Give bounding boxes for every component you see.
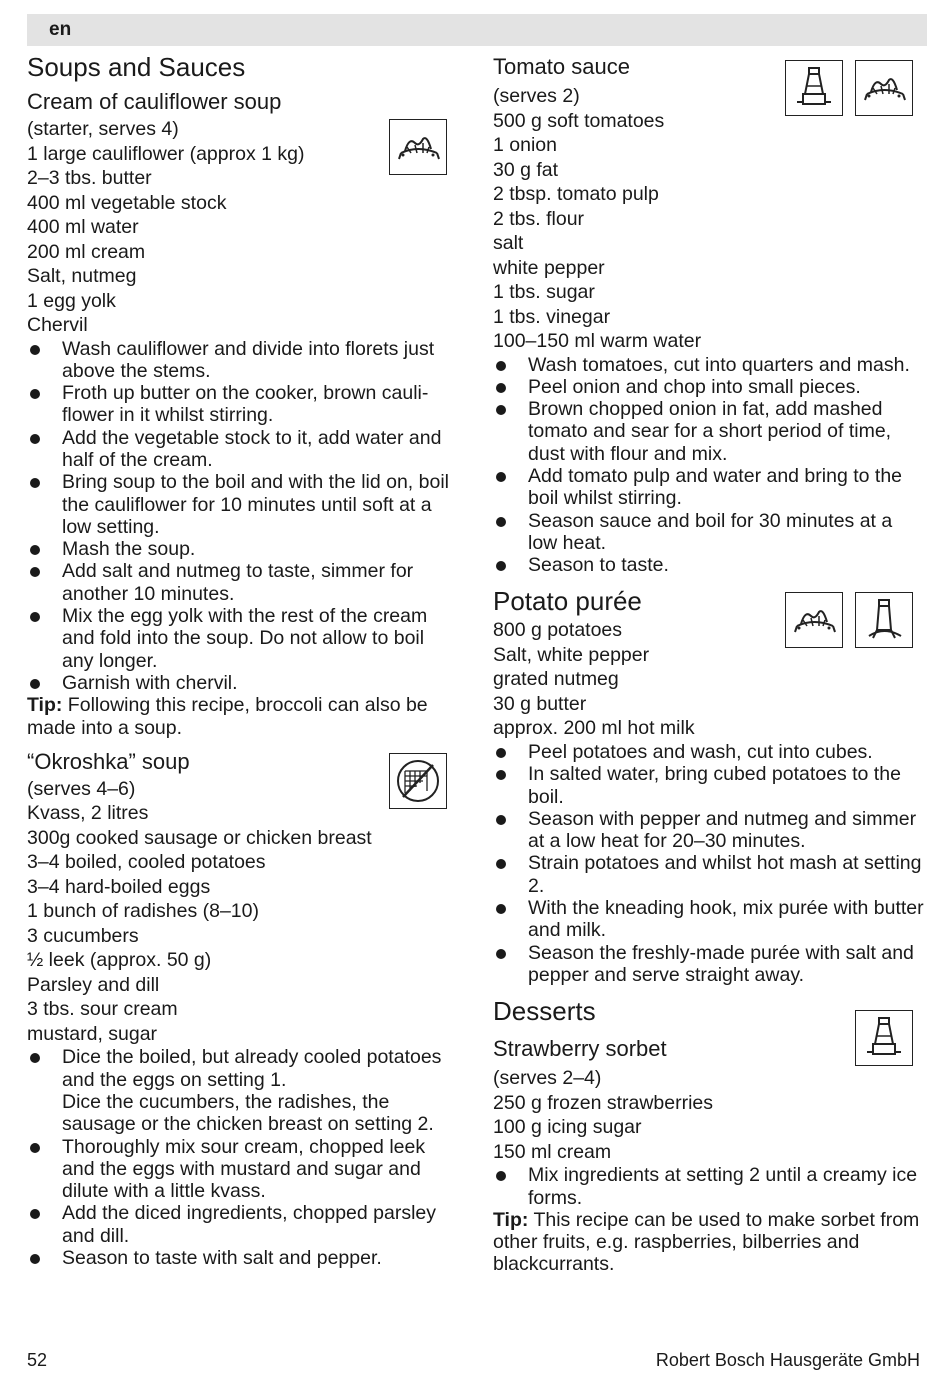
recipe-sorbet bbox=[493, 1032, 925, 1275]
step: Add salt and nutmeg to taste, simmer for another 10 minutes. bbox=[27, 560, 459, 605]
ingredient: (starter, serves 4) bbox=[27, 118, 179, 140]
ingredient: 150 ml cream bbox=[493, 1140, 612, 1163]
recipe-title: Potato purée bbox=[493, 586, 642, 617]
ingredient: mustard, sugar bbox=[27, 1022, 158, 1045]
step-list bbox=[493, 1164, 925, 1209]
ingredient: 800 g potatoes bbox=[493, 619, 623, 642]
ingredient: Salt, white pepper bbox=[493, 643, 650, 666]
footer-company: Robert Bosch Hausgeräte GmbH bbox=[655, 1350, 920, 1370]
ingredient: 1 tbs. sugar bbox=[493, 281, 595, 303]
recipe-title: Tomato sauce bbox=[493, 54, 630, 79]
step: Brown chopped onion in fat, add mashed tomato and sear for a short period of time, dust with flour and mix. bbox=[493, 398, 925, 465]
step: Add tomato pulp and water and bring to the boil whilst stirring. bbox=[493, 465, 925, 510]
ingredient: 3 tbs. sour cream bbox=[27, 998, 178, 1021]
step: Peel onion and chop into small pieces. bbox=[493, 376, 925, 398]
recipe-tomato bbox=[493, 50, 925, 576]
ingredient: (serves 4–6) bbox=[27, 777, 136, 800]
step-list bbox=[27, 1046, 459, 1269]
whisk-icon bbox=[389, 119, 447, 175]
kneading-hook-icon bbox=[855, 592, 913, 648]
step-text: Dice the cucumbers, the radishes, the sausage or the chicken breast on setting 2. bbox=[62, 1090, 434, 1136]
recipe-title: Strawberry sorbet bbox=[493, 1036, 667, 1062]
tip-label: Tip: bbox=[493, 1208, 529, 1231]
dicer-icon bbox=[389, 753, 447, 809]
ingredient-list bbox=[27, 777, 459, 1047]
recipe-potato bbox=[493, 584, 925, 986]
ingredient: white pepper bbox=[493, 256, 605, 279]
step-list bbox=[27, 338, 459, 695]
blender-icon bbox=[855, 1010, 913, 1066]
ingredient: 200 ml cream bbox=[27, 240, 146, 263]
step: Mix ingredients at setting 2 until a creamy ice forms. bbox=[493, 1164, 925, 1209]
step-list bbox=[493, 354, 925, 577]
ingredient: 1 tbs. vinegar bbox=[493, 305, 611, 328]
ingredient: 1 egg yolk bbox=[27, 289, 116, 312]
step bbox=[27, 1046, 459, 1135]
recipe-cauliflower bbox=[27, 87, 459, 739]
ingredient: 30 g butter bbox=[493, 692, 587, 715]
step: With the kneading hook, mix purée with butter and milk. bbox=[493, 897, 925, 942]
whisk-icon bbox=[785, 592, 843, 648]
step: Wash tomatoes, cut into quarters and mash. bbox=[493, 354, 925, 376]
step: Add the vegetable stock to it, add water and half of the cream. bbox=[27, 427, 459, 472]
language-code: en bbox=[49, 19, 72, 40]
ingredient: (serves 2) bbox=[493, 85, 580, 107]
blender-icon bbox=[785, 60, 843, 116]
tip bbox=[493, 1209, 925, 1276]
step: Thoroughly mix sour cream, chopped leek and the eggs with mustard and sugar and dilute with a little kvass. bbox=[27, 1136, 459, 1203]
ingredient: 500 g soft tomatoes bbox=[493, 109, 665, 132]
ingredient: 30 g fat bbox=[493, 158, 559, 181]
ingredient: 1 bunch of radishes (8–10) bbox=[27, 900, 259, 923]
ingredient: approx. 200 ml hot milk bbox=[493, 717, 695, 740]
tip-text: Following this recipe, broccoli can also be made into a soup. bbox=[27, 694, 428, 739]
tip-text: This recipe can be used to make sorbet from other fruits, e.g. raspberries, bilberries and blackcurrants. bbox=[493, 1208, 920, 1276]
ingredient: 2–3 tbs. butter bbox=[27, 167, 152, 189]
ingredient: 3–4 hard-boiled eggs bbox=[27, 875, 211, 898]
ingredient: grated nutmeg bbox=[493, 668, 619, 691]
step: Season to taste with salt and pepper. bbox=[27, 1247, 459, 1269]
ingredient: salt bbox=[493, 232, 524, 254]
ingredient: 400 ml vegetable stock bbox=[27, 191, 227, 214]
step: In salted water, bring cubed potatoes to the boil. bbox=[493, 763, 925, 808]
ingredient: (serves 2–4) bbox=[493, 1067, 602, 1090]
ingredient: 3–4 boiled, cooled potatoes bbox=[27, 851, 266, 874]
step: Froth up butter on the cooker, brown cauli-flower in it whilst stirring. bbox=[27, 382, 459, 427]
recipe-okroshka bbox=[27, 747, 459, 1269]
step: Garnish with chervil. bbox=[27, 672, 459, 694]
recipe-title: “Okroshka” soup bbox=[27, 748, 190, 774]
step: Peel potatoes and wash, cut into cubes. bbox=[493, 741, 925, 763]
tip bbox=[27, 694, 459, 739]
step: Season the freshly-made purée with salt and pepper and serve straight away. bbox=[493, 942, 925, 987]
ingredient: 3 cucumbers bbox=[27, 924, 139, 947]
step: Wash cauliflower and divide into florets just above the stems. bbox=[27, 338, 459, 383]
ingredient: 300g cooked sausage or chicken breast bbox=[27, 826, 372, 849]
ingredient: Parsley and dill bbox=[27, 973, 160, 996]
ingredient: Kvass, 2 litres bbox=[27, 802, 149, 825]
language-bar bbox=[27, 14, 927, 46]
tip-label: Tip: bbox=[27, 694, 63, 717]
step: Season sauce and boil for 30 minutes at a low heat. bbox=[493, 510, 925, 555]
step: Strain potatoes and whilst hot mash at setting 2. bbox=[493, 852, 925, 897]
ingredient: ½ leek (approx. 50 g) bbox=[27, 949, 212, 972]
section-title-desserts: Desserts bbox=[493, 996, 596, 1027]
step: Bring soup to the boil and with the lid on, boil the cauliflower for 10 minutes until soft at a low setting. bbox=[27, 471, 459, 538]
section-title-soups: Soups and Sauces bbox=[27, 52, 246, 82]
step: Mix the egg yolk with the rest of the cream and fold into the soup. Do not allow to boil any longer. bbox=[27, 605, 459, 672]
ingredient-list bbox=[493, 1066, 925, 1164]
ingredient-list bbox=[493, 84, 925, 354]
page-number: 52 bbox=[27, 1350, 48, 1370]
ingredient: 1 large cauliflower (approx 1 kg) bbox=[27, 142, 305, 165]
step: Mash the soup. bbox=[27, 538, 459, 560]
ingredient: 100–150 ml warm water bbox=[493, 330, 702, 352]
ingredient: 1 onion bbox=[493, 134, 557, 156]
step-list bbox=[493, 741, 925, 986]
ingredient: Salt, nutmeg bbox=[27, 265, 137, 287]
step: Season with pepper and nutmeg and simmer at a low heat for 20–30 minutes. bbox=[493, 808, 925, 853]
ingredient: 250 g frozen strawberries bbox=[493, 1091, 714, 1114]
ingredient: Chervil bbox=[27, 314, 88, 336]
ingredient: 2 tbs. flour bbox=[493, 207, 585, 230]
ingredient: 400 ml water bbox=[27, 216, 139, 238]
step: Season to taste. bbox=[493, 554, 925, 576]
right-column bbox=[493, 50, 925, 1276]
step: Add the diced ingredients, chopped parsley and dill. bbox=[27, 1202, 459, 1247]
recipe-title: Cream of cauliflower soup bbox=[27, 89, 282, 114]
ingredient: 100 g icing sugar bbox=[493, 1116, 642, 1139]
ingredient: 2 tbsp. tomato pulp bbox=[493, 183, 659, 205]
whisk-icon bbox=[855, 60, 913, 116]
left-column bbox=[27, 50, 459, 1269]
step-text: Dice the boiled, but already cooled potatoes and the eggs on setting 1. bbox=[62, 1046, 442, 1091]
